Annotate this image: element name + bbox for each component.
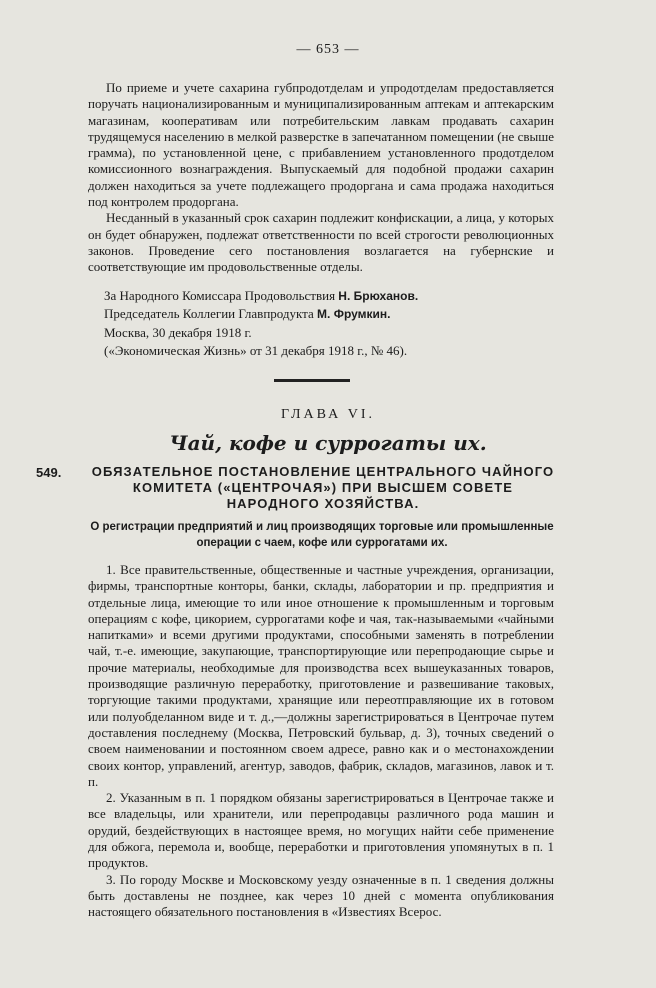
document-subtitle: О регистрации предприятий и лиц производящих торговые или промышленные операции с чаем, кофе или суррогатами их.: [90, 521, 554, 549]
signature-line-1: [104, 288, 418, 304]
signature-name-2: М. Фрумкин.: [317, 307, 391, 321]
paragraph-sugar-distribution: По приеме и учете сахарина губпродотделам и упродотделам предоставляется поручать национализированным и муниципализированным аптекам и аптекарским магазинам, кооперативам или потребительским лавкам продавать сахарин трудящемуся населению в мелкой разверстке в запечатанном помещении (не свыше грамма), по установленной цене, с прибавлением установленного продотделом комиссионного вознаграждения. Выпускаемый для подобной продажи сахарин должен находиться за учете подлежащего продоргана и сама продажа находиться под контролем продоргана.: [88, 80, 554, 210]
signature-name-1: Н. Брюханов.: [338, 289, 419, 303]
signature-title-1: За Народного Комиссара Продовольствия: [104, 288, 336, 303]
signature-date: Москва, 30 декабря 1918 г.: [104, 325, 252, 340]
chapter-label: ГЛАВА VI.: [281, 407, 375, 422]
clause-1: 1. Все правительственные, общественные и частные учреждения, организации, фирмы, транспортные конторы, банки, склады, лаборатории и пр. предприятия и отдельные лица, имеющие то или иное отношение к промышленным и торговым операциям с кофе, цикорием, суррогатами кофе и чая, так-называемыми «чайными напитками» и всеми другими продуктами, способными заменять в потреблении чай, т.-е. имеющие, закупающие, транспортирующие или перепродающие сырье и прочие материалы, необходимые для производства всех вышеуказанных товаров, производящие различную переработку, приготовление и развешивание таковых, торгующие такими продуктами, хранящие или переотправляющие их в готовом или полуобделанном виде и т. д.,—должны зарегистрироваться в Центрочае путем доставления последнему (Москва, Петровский бульвар, д. 3), точных сведений о своем наименовании и постоянном своем адресе, равно как и о местонахождении своих контор, управлений, агентур, заводов, фабрик, складов, магазинов, лавок и т. п.: [88, 562, 554, 789]
clause-2: 2. Указанным в п. 1 порядком обязаны зарегистрироваться в Центрочае также и все владельцы, или хранители, или перепродавцы различного рода машин и орудий, бездействующих в настоящее время, но могущих найти себе применение для обжога, перемола и, вообще, переработки и приготовления упомянутых в п. 1 продуктов.: [88, 790, 554, 871]
page-number: — 653 —: [296, 42, 360, 57]
paragraph-confiscation: Несданный в указанный срок сахарин подлежит конфискации, а лица, у которых он будет обнаружен, подлежат ответственности по всей строгости революционных законов. Проведение сего постановления возлагается на губернские и соответствующие им продовольственные отделы.: [88, 210, 554, 275]
clause-3: 3. По городу Москве и Московскому уезду означенные в п. 1 сведения должны быть доставлены не позднее, как через 10 дней с момента опубликования настоящего обязательного постановления в «Известиях Всерос.: [88, 871, 554, 920]
chapter-title: Чай, кофе и суррогаты их.: [169, 431, 487, 455]
document-number: 549.: [36, 465, 62, 480]
decree-body: [88, 562, 554, 921]
document-title: ОБЯЗАТЕЛЬНОЕ ПОСТАНОВЛЕНИЕ ЦЕНТРАЛЬНОГО ЧАЙНОГО КОМИТЕТА («ЦЕНТРОЧАЯ») ПРИ ВЫСШЕМ СОВЕТЕ НАРОДНОГО ХОЗЯЙСТВА.: [91, 464, 555, 511]
signature-line-2: [104, 306, 390, 322]
signature-title-2: Председатель Коллегии Главпродукта: [104, 306, 314, 321]
section-divider: [274, 379, 350, 382]
signature-source: («Экономическая Жизнь» от 31 декабря 1918 г., № 46).: [104, 343, 408, 358]
top-section: [88, 80, 554, 276]
